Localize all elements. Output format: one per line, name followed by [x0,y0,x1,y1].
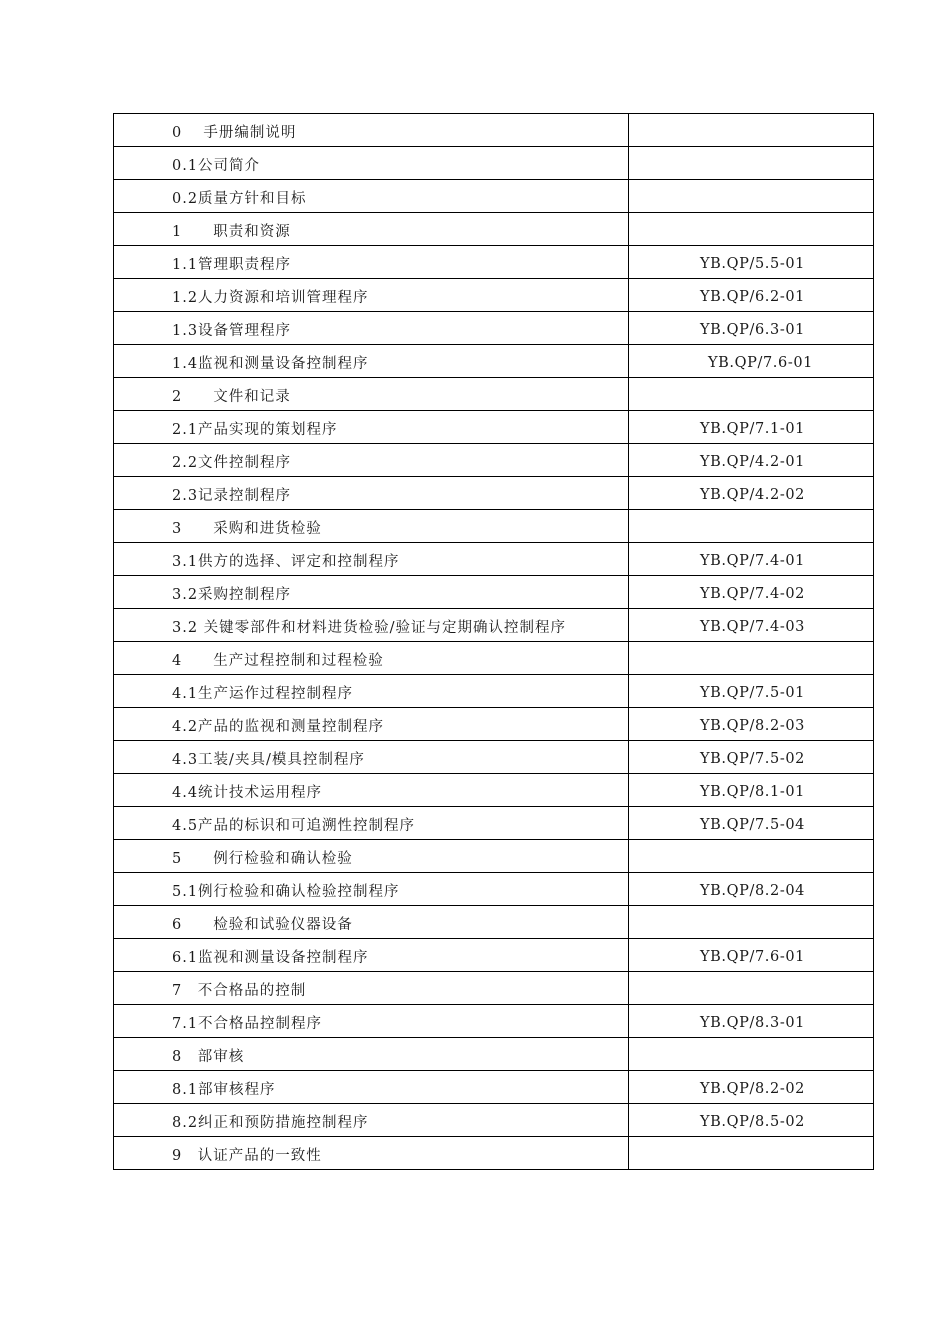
toc-section-title: 2.2文件控制程序 [114,444,629,477]
toc-row [114,807,874,840]
toc-procedure-code: YB.QP/8.3-01 [629,1005,874,1038]
toc-section-title: 4.5产品的标识和可追溯性控制程序 [114,807,629,840]
toc-row [114,1038,874,1071]
toc-section-title: 3.1供方的选择、评定和控制程序 [114,543,629,576]
toc-procedure-code: YB.QP/7.6-01 [629,345,874,378]
toc-procedure-code [629,1137,874,1170]
toc-section-title: 4 生产过程控制和过程检验 [114,642,629,675]
toc-row [114,114,874,147]
toc-procedure-code: YB.QP/8.2-04 [629,873,874,906]
toc-row [114,1005,874,1038]
toc-procedure-code [629,906,874,939]
toc-procedure-code: YB.QP/7.5-01 [629,675,874,708]
toc-section-title: 6 检验和试验仪器设备 [114,906,629,939]
toc-row [114,180,874,213]
toc-procedure-code: YB.QP/7.4-02 [629,576,874,609]
toc-row [114,147,874,180]
toc-section-title: 1.1管理职责程序 [114,246,629,279]
toc-section-title: 5.1例行检验和确认检验控制程序 [114,873,629,906]
toc-row [114,510,874,543]
toc-procedure-code: YB.QP/4.2-02 [629,477,874,510]
toc-row [114,576,874,609]
toc-procedure-code: YB.QP/8.2-03 [629,708,874,741]
toc-row [114,543,874,576]
toc-section-title: 1 职责和资源 [114,213,629,246]
toc-procedure-code [629,972,874,1005]
toc-section-title: 0.2质量方针和目标 [114,180,629,213]
toc-section-title: 3.2 关键零部件和材料进货检验/验证与定期确认控制程序 [114,609,629,642]
toc-section-title: 2 文件和记录 [114,378,629,411]
toc-procedure-code [629,180,874,213]
toc-section-title: 8.2纠正和预防措施控制程序 [114,1104,629,1137]
toc-procedure-code: YB.QP/8.5-02 [629,1104,874,1137]
toc-procedure-code: YB.QP/7.5-02 [629,741,874,774]
toc-procedure-code: YB.QP/5.5-01 [629,246,874,279]
toc-row [114,675,874,708]
toc-section-title: 8.1部审核程序 [114,1071,629,1104]
toc-procedure-code: YB.QP/7.1-01 [629,411,874,444]
toc-procedure-code [629,1038,874,1071]
toc-section-title: 0 手册编制说明 [114,114,629,147]
toc-procedure-code: YB.QP/8.2-02 [629,1071,874,1104]
toc-section-title: 2.3记录控制程序 [114,477,629,510]
toc-row [114,972,874,1005]
toc-section-title: 4.1生产运作过程控制程序 [114,675,629,708]
toc-row [114,642,874,675]
toc-procedure-code: YB.QP/6.3-01 [629,312,874,345]
toc-procedure-code [629,840,874,873]
toc-row [114,1137,874,1170]
toc-procedure-code [629,213,874,246]
toc-procedure-code [629,114,874,147]
toc-row [114,213,874,246]
toc-row [114,312,874,345]
toc-section-title: 3.2采购控制程序 [114,576,629,609]
toc-row [114,1071,874,1104]
toc-section-title: 1.4监视和测量设备控制程序 [114,345,629,378]
toc-procedure-code [629,510,874,543]
toc-table [113,113,874,1170]
toc-procedure-code: YB.QP/7.5-04 [629,807,874,840]
toc-row [114,345,874,378]
toc-procedure-code [629,642,874,675]
toc-row [114,279,874,312]
toc-section-title: 7 不合格品的控制 [114,972,629,1005]
toc-procedure-code: YB.QP/7.6-01 [629,939,874,972]
toc-row [114,378,874,411]
toc-row [114,939,874,972]
toc-section-title: 8 部审核 [114,1038,629,1071]
toc-section-title: 4.4统计技术运用程序 [114,774,629,807]
toc-body [114,114,874,1170]
toc-procedure-code: YB.QP/6.2-01 [629,279,874,312]
toc-row [114,1104,874,1137]
toc-section-title: 5 例行检验和确认检验 [114,840,629,873]
toc-procedure-code: YB.QP/4.2-01 [629,444,874,477]
toc-section-title: 4.3工装/夹具/模具控制程序 [114,741,629,774]
toc-section-title: 9 认证产品的一致性 [114,1137,629,1170]
toc-row [114,246,874,279]
toc-row [114,741,874,774]
toc-row [114,609,874,642]
toc-row [114,840,874,873]
toc-procedure-code: YB.QP/7.4-03 [629,609,874,642]
toc-procedure-code [629,378,874,411]
toc-section-title: 6.1监视和测量设备控制程序 [114,939,629,972]
toc-row [114,444,874,477]
toc-section-title: 2.1产品实现的策划程序 [114,411,629,444]
toc-section-title: 4.2产品的监视和测量控制程序 [114,708,629,741]
toc-section-title: 3 采购和进货检验 [114,510,629,543]
toc-row [114,774,874,807]
toc-procedure-code [629,147,874,180]
toc-row [114,906,874,939]
toc-procedure-code: YB.QP/7.4-01 [629,543,874,576]
toc-row [114,708,874,741]
toc-row [114,873,874,906]
toc-section-title: 1.3设备管理程序 [114,312,629,345]
toc-row [114,477,874,510]
toc-section-title: 0.1公司简介 [114,147,629,180]
toc-section-title: 7.1不合格品控制程序 [114,1005,629,1038]
toc-section-title: 1.2人力资源和培训管理程序 [114,279,629,312]
toc-procedure-code: YB.QP/8.1-01 [629,774,874,807]
toc-row [114,411,874,444]
